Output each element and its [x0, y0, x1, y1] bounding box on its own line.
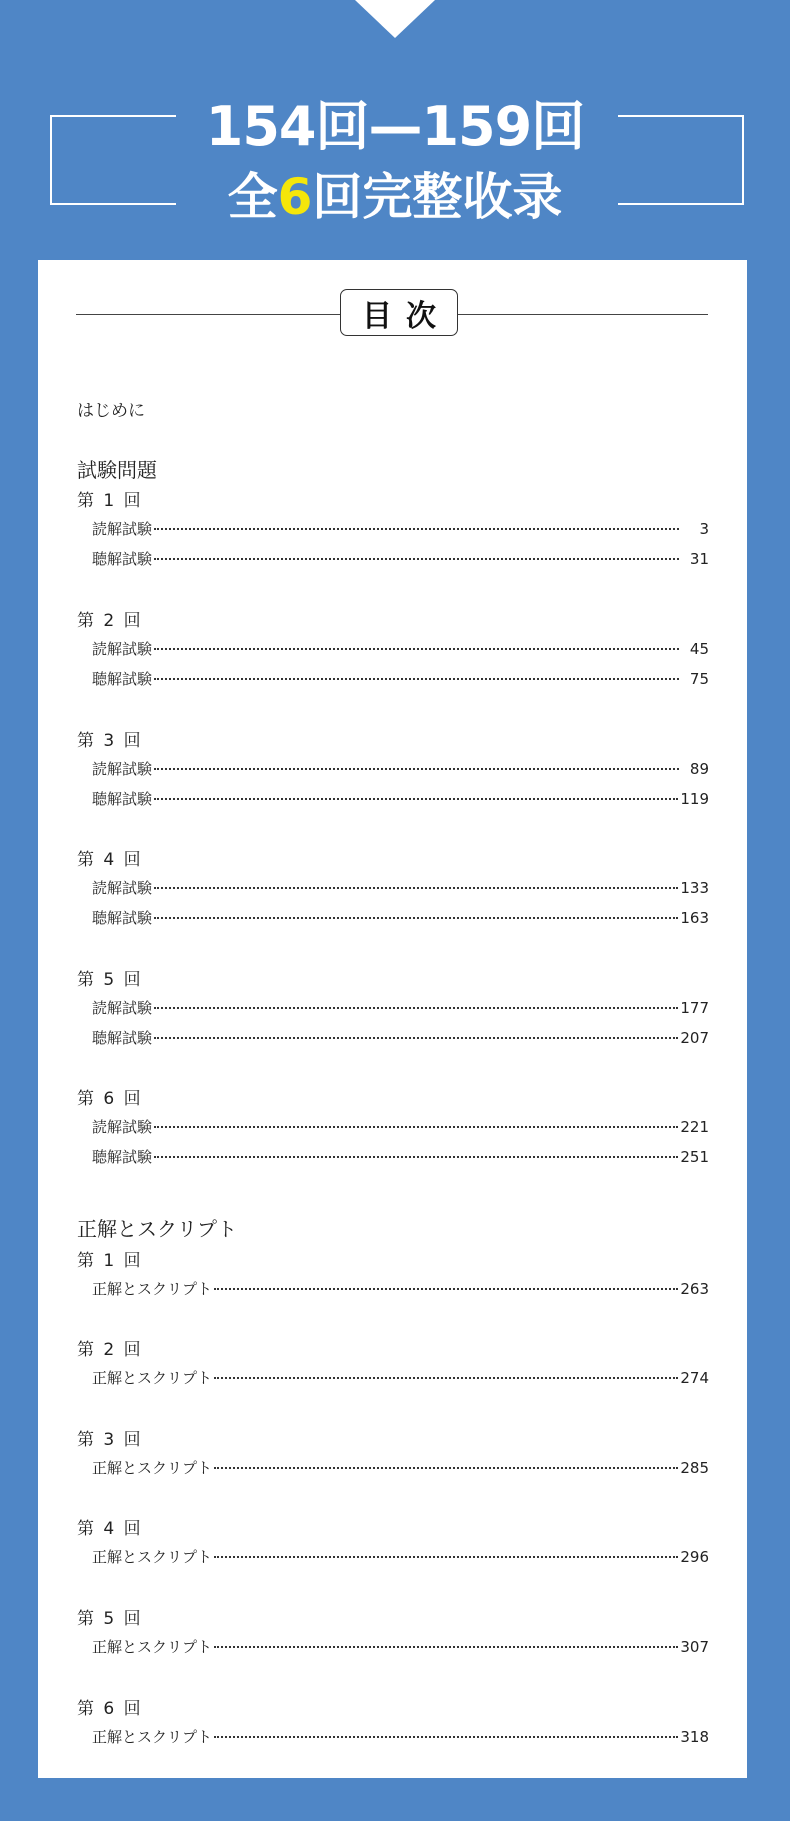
toc-round-label: 第 4 回 [77, 850, 143, 870]
toc-round-label: 第 1 回 [77, 491, 143, 511]
toc-entry-label: 正解とスクリプト [92, 1369, 213, 1387]
toc-page-number: 274 [680, 1369, 709, 1387]
dot-leader [154, 648, 679, 650]
dot-leader [154, 798, 678, 800]
toc-page-number: 163 [680, 909, 709, 927]
toc-entry-answers[interactable] [92, 1457, 709, 1478]
dot-leader [154, 678, 679, 680]
toc-page-number: 31 [689, 550, 709, 568]
toc-answer-round-label: 第 5 回 [77, 1609, 143, 1629]
toc-entry-listening[interactable] [92, 1146, 709, 1167]
toc-entry-answers[interactable] [92, 1546, 709, 1567]
dot-leader [154, 558, 679, 560]
toc-entry-reading[interactable] [92, 518, 709, 539]
toc-section-exam: 試験問題 [77, 458, 157, 482]
dot-leader [154, 768, 679, 770]
headline-suffix: 回完整收录 [312, 168, 563, 226]
toc-entry-listening[interactable] [92, 907, 709, 928]
toc-page-number: 296 [680, 1548, 709, 1566]
headline-prefix: 全 [227, 168, 278, 226]
dot-leader [154, 1126, 678, 1128]
toc-answer-round-label: 第 6 回 [77, 1699, 143, 1719]
toc-entry-listening[interactable] [92, 1027, 709, 1048]
dot-leader [154, 528, 679, 530]
toc-entry-answers[interactable] [92, 1278, 709, 1299]
headline-count [0, 168, 790, 226]
toc-page-number: 3 [699, 520, 709, 538]
dot-leader [214, 1736, 678, 1738]
toc-page-number: 307 [680, 1638, 709, 1656]
dot-leader [154, 1007, 678, 1009]
toc-entry-label: 聴解試験 [92, 1148, 153, 1166]
dot-leader [214, 1377, 678, 1379]
toc-answer-round-label: 第 1 回 [77, 1251, 143, 1271]
toc-entry-reading[interactable] [92, 758, 709, 779]
toc-entry-label: 読解試験 [92, 520, 153, 538]
toc-entry-label: 正解とスクリプト [92, 1280, 213, 1298]
dot-leader [214, 1288, 678, 1290]
toc-round-label: 第 3 回 [77, 731, 143, 751]
dot-leader [154, 887, 678, 889]
toc-entry-label: 聴解試験 [92, 670, 153, 688]
toc-entry-reading[interactable] [92, 877, 709, 898]
dot-leader [214, 1556, 678, 1558]
toc-entry-listening[interactable] [92, 548, 709, 569]
toc-entry-answers[interactable] [92, 1636, 709, 1657]
toc-entry-reading[interactable] [92, 638, 709, 659]
toc-page-number: 45 [689, 640, 709, 658]
toc-section-answers: 正解とスクリプト [77, 1217, 237, 1241]
headline-range-text: 154回—159回 [205, 95, 585, 158]
headline-range [0, 95, 790, 158]
toc-round-label: 第 5 回 [77, 970, 143, 990]
toc-entry-label: 正解とスクリプト [92, 1728, 213, 1746]
toc-entry-label: 聴解試験 [92, 550, 153, 568]
toc-entry-label: 読解試験 [92, 640, 153, 658]
toc-title: 目次 [340, 289, 458, 336]
toc-entry-label: 正解とスクリプト [92, 1548, 213, 1566]
dot-leader [154, 917, 678, 919]
dot-leader [154, 1037, 678, 1039]
toc-entry-label: 聴解試験 [92, 1029, 153, 1047]
toc-page-number: 207 [680, 1029, 709, 1047]
toc-page-number: 285 [680, 1459, 709, 1477]
toc-page-number: 75 [689, 670, 709, 688]
toc-entry-reading[interactable] [92, 997, 709, 1018]
toc-answer-round-label: 第 4 回 [77, 1519, 143, 1539]
toc-entry-label: 正解とスクリプト [92, 1459, 213, 1477]
toc-card [38, 260, 747, 1778]
toc-page-number: 263 [680, 1280, 709, 1298]
toc-page-number: 89 [689, 760, 709, 778]
toc-page-number: 133 [680, 879, 709, 897]
toc-entry-answers[interactable] [92, 1726, 709, 1747]
toc-entry-label: 読解試験 [92, 1118, 153, 1136]
dot-leader [214, 1467, 678, 1469]
toc-answer-round-label: 第 3 回 [77, 1430, 143, 1450]
toc-entry-label: 読解試験 [92, 879, 153, 897]
header-notch [355, 0, 435, 38]
toc-entry-answers[interactable] [92, 1367, 709, 1388]
toc-round-label: 第 6 回 [77, 1089, 143, 1109]
toc-entry-reading[interactable] [92, 1116, 709, 1137]
headline-highlight-number: 6 [277, 168, 313, 226]
toc-entry-listening[interactable] [92, 668, 709, 689]
toc-round-label: 第 2 回 [77, 611, 143, 631]
toc-page-number: 318 [680, 1728, 709, 1746]
toc-entry-listening[interactable] [92, 788, 709, 809]
toc-page-number: 177 [680, 999, 709, 1017]
toc-page-number: 251 [680, 1148, 709, 1166]
dot-leader [154, 1156, 678, 1158]
toc-entry-label: 聴解試験 [92, 790, 153, 808]
toc-answer-round-label: 第 2 回 [77, 1340, 143, 1360]
dot-leader [214, 1646, 678, 1648]
toc-page-number: 221 [680, 1118, 709, 1136]
toc-entry-label: 正解とスクリプト [92, 1638, 213, 1656]
toc-entry-label: 聴解試験 [92, 909, 153, 927]
toc-entry-label: 読解試験 [92, 999, 153, 1017]
toc-page-number: 119 [680, 790, 709, 808]
toc-entry-label: 読解試験 [92, 760, 153, 778]
toc-intro: はじめに [77, 401, 145, 421]
